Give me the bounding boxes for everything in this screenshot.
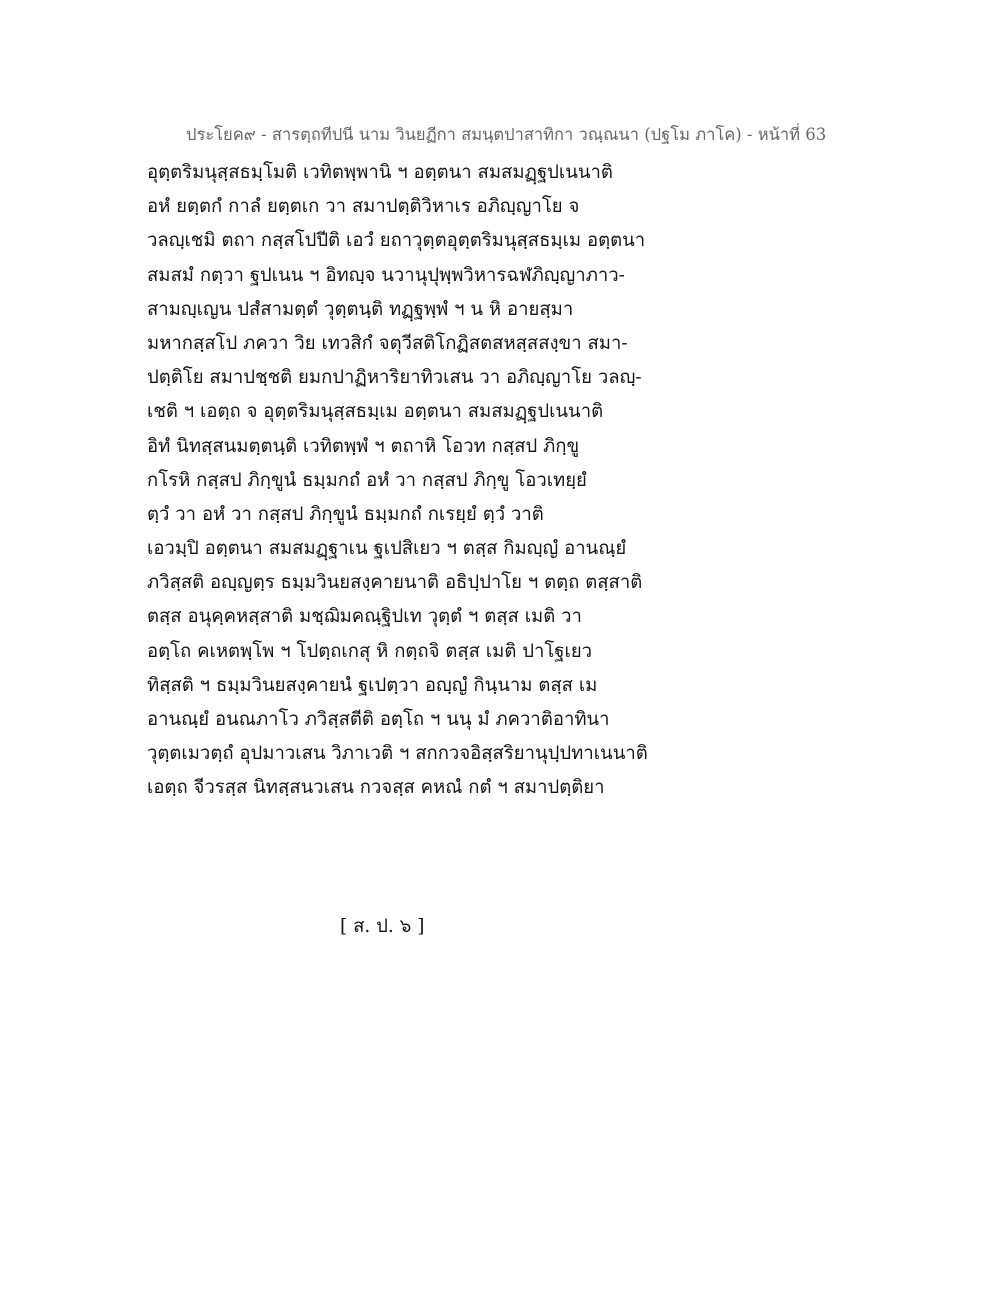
text-line: ปตฺติโย สมาปชฺชติ ยมกปาฏิหาริยาทิวเสน วา อภิญฺญาโย วลญฺ- (147, 367, 642, 389)
running-header: ประโยค๙ - สารตฺถทีปนี นาม วินยฏีกา สมนฺตปาสาทิกา วณฺณนา (ปฐโม ภาโค) - หน้าที่ 63 (186, 125, 827, 144)
body-text (147, 156, 847, 806)
text-line: เชติ ฯ เอตฺถ จ อุตฺตริมนุสฺสธมฺเม อตฺตนา สมสมฏฺฐปเนนาติ (147, 401, 604, 423)
text-line: อานณฺยํ อนณภาโว ภวิสฺสตีติ อตฺโถ ฯ นนุ มํ ภควาติอาทินา (147, 709, 610, 730)
text-line: วลญฺเชมิ ตถา กสฺสโปปีติ เอวํ ยถาวุตฺตอุตฺตริมนุสฺสธมฺเม อตฺตนา (147, 230, 646, 252)
text-line: วุตฺตเมวตฺถํ อุปมาวเสน วิภาเวติ ฯ สกกวจอิสฺสริยานุปฺปทาเนนาติ (147, 743, 648, 765)
text-line: ตฺวํ วา อหํ วา กสฺสป ภิกฺขูนํ ธมฺมกถํ กเรยฺยํ ตฺวํ วาติ (147, 503, 544, 525)
text-line: สามญฺเญน ปสํสามตฺตํ วุตฺตนฺติ ทฏฺฐพฺพํ ฯ น หิ อายสฺมา (147, 298, 574, 320)
text-line: ตสฺส อนุคฺคหสฺสาติ มชฺฌิมคณฺฐิปเท วุตฺตํ ฯ ตสฺส เมติ วา (147, 606, 582, 628)
text-line: สมสมํ กตฺวา ฐปเนน ฯ อิทญฺจ นวานุปุพฺพวิหารฉฬภิญฺญาภาว- (147, 264, 625, 286)
text-line: อิทํ นิทสฺสนมตฺตนฺติ เวทิตพฺพํ ฯ ตถาหิ โอวท กสฺสป ภิกฺขู (147, 435, 580, 457)
text-line: อหํ ยตฺตกํ กาลํ ยตฺตเก วา สมาปตฺติวิหาเร อภิญฺญาโย จ (147, 196, 580, 218)
signature-mark: [ ส. ป. ๖ ] (340, 916, 425, 937)
text-line: ภวิสฺสติ อญฺญตฺร ธมฺมวินยสงฺคายนาติ อธิปฺปาโย ฯ ตตฺถ ตสฺสาติ (147, 572, 643, 594)
text-line: อตฺโถ คเหตพฺโพ ฯ โปตฺถเกสุ หิ กตฺถจิ ตสฺส เมติ ปาโฐเยว (147, 640, 593, 662)
text-line: เอตฺถ จีวรสฺส นิทสฺสนวเสน กวจสฺส คหณํ กตํ ฯ สมาปตฺติยา (147, 777, 605, 799)
text-line: มหากสฺสโป ภควา วิย เทวสิกํ จตุวีสติโกฏิสตสหสฺสสงฺขา สมา- (147, 332, 628, 354)
text-line: ทิสฺสติ ฯ ธมฺมวินยสงฺคายนํ ฐเปตฺวา อญฺญํ กินฺนาม ตสฺส เม (147, 674, 598, 696)
text-line: กโรหิ กสฺสป ภิกฺขูนํ ธมฺมกถํ อหํ วา กสฺสป ภิกฺขู โอวเทยฺยํ (147, 469, 587, 491)
text-line: อุตฺตริมนุสฺสธมฺโมติ เวทิตพฺพานิ ฯ อตฺตนา สมสมฏฺฐปเนนาติ (147, 162, 613, 183)
text-line: เอวมฺปิ อตฺตนา สมสมฏฺฐาเน ฐเปสิเยว ฯ ตสฺส กิมญฺญํ อานณฺยํ (147, 538, 627, 560)
